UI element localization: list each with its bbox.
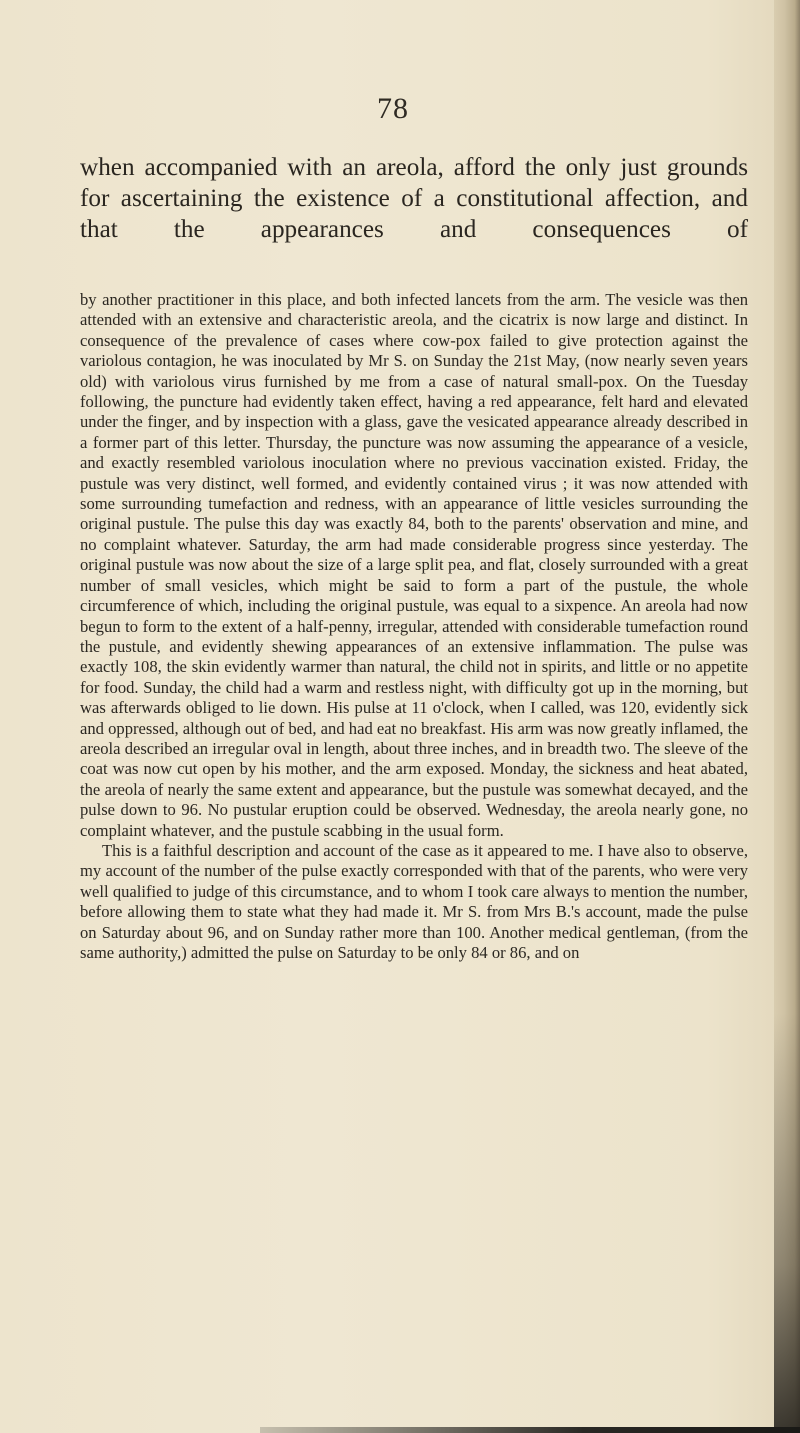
body-text <box>80 290 748 963</box>
paragraph-observation: This is a faithful description and account of the case as it appeared to me. I have also to observe, my account of the number of the pulse exactly corresponded with that of the parents, who were very well qualified to judge of this circumstance, and to whom I took care always to mention the number, before allowing them to state what they had made it. Mr S. from Mrs B.'s account, made the pulse on Saturday about 96, and on Sunday rather more than 100. Another medical gentleman, (from the same authority,) admitted the pulse on Saturday to be only 84 or 86, and on <box>80 840 748 962</box>
facing-page-edge <box>774 0 800 1433</box>
lead-paragraph: when accompanied with an areola, afford the only just grounds for ascertaining the existence of a constitutional affection, and that the appearances and consequences of <box>80 154 748 243</box>
page-bottom-shadow <box>260 1427 800 1433</box>
paragraph-case-account: by another practitioner in this place, and both infected lancets from the arm. The vesicle was then attended with an extensive and characteristic areola, and the cicatrix is now large and distinct. In consequence of the prevalence of cases where cow-pox failed to give protection against the variolous contagion, he was inoculated by Mr S. on Sunday the 21st May, (now nearly seven years old) with variolous virus furnished by me from a case of natural small-pox. On the Tuesday following, the puncture had evidently taken effect, having a red appearance, felt hard and elevated under the finger, and by inspection with a glass, gave the vesicated appearance already described in a former part of this letter. Thursday, the puncture was now assuming the appearance of a vesicle, and exactly resembled variolous inoculation where no previous vaccination existed. Friday, the pustule was very distinct, well formed, and evidently contained virus ; it was now attended with some surrounding tumefaction and redness, with an appearance of little vesicles surrounding the original pustule. The pulse this day was exactly 84, both to the parents' observation and mine, and no complaint whatever. Saturday, the arm had made considerable progress since yesterday. The original pustule was now about the size of a large split pea, and flat, closely surrounded with a great number of small vesicles, which might be said to form a part of the pustule, the whole circumference of which, including the original pustule, was equal to a sixpence. An areola had now begun to form to the extent of a half-penny, irregular, attended with considerable tumefaction round the pustule, and evidently shewing appearances of an extensive inflammation. The pulse was exactly 108, the skin evidently warmer than natural, the child not in spirits, and little or no appetite for food. Sunday, the child had a warm and restless night, with difficulty got up in the morning, but was afterwards obliged to lie down. His pulse at 11 o'clock, when I called, was 120, evidently sick and oppressed, although out of bed, and had eat no breakfast. His arm was now greatly inflamed, the areola described an irregular oval in length, about three inches, and in breadth two. The sleeve of the coat was now cut open by his mother, and the arm exposed. Monday, the sickness and heat abated, the areola of nearly the same extent and appearance, but the pustule was somewhat decayed, and the pulse down to 96. No pustular eruption could be observed. Wednesday, the areola nearly gone, no complaint whatever, and the pustule scabbing in the usual form. <box>80 290 748 840</box>
page-number: 78 <box>377 92 409 125</box>
binding-shadow <box>774 1013 800 1433</box>
